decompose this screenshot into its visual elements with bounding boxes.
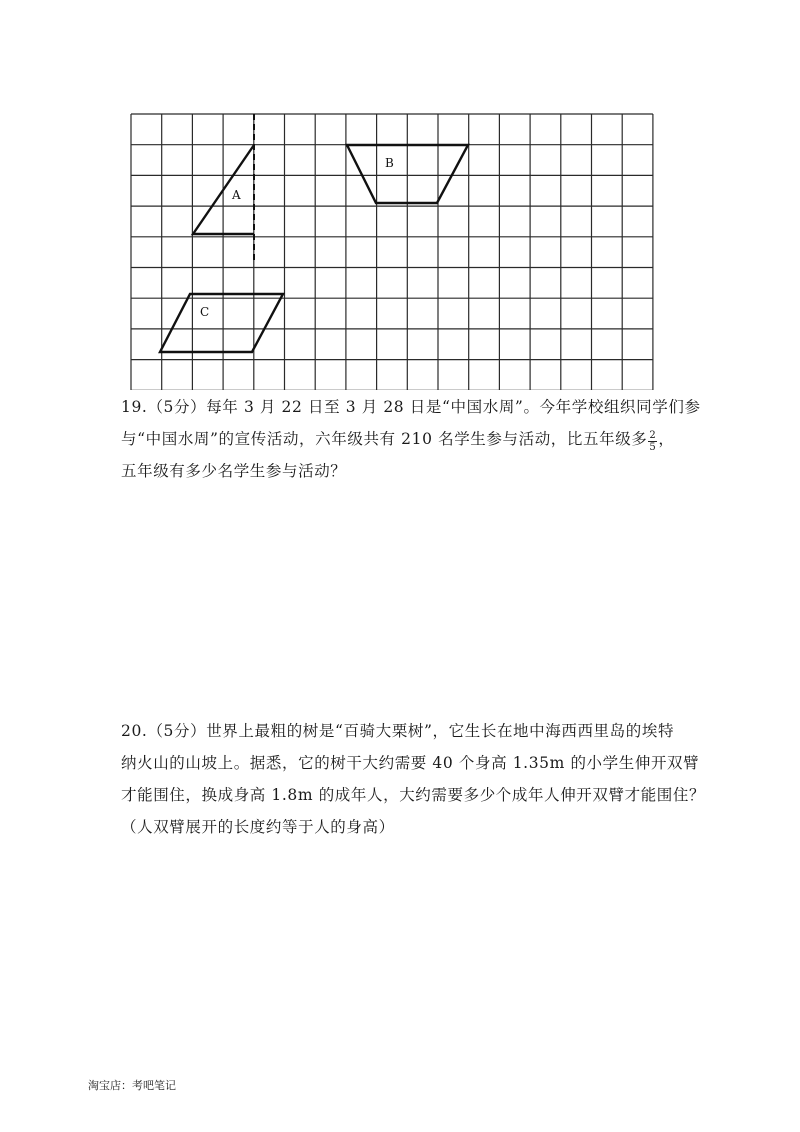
fraction-two-fifths [648, 430, 657, 453]
question-20-line-4: （人双臂展开的长度约等于人的身高） [121, 818, 395, 836]
question-20-line-2: 纳火山的山坡上。据悉，它的树干大约需要 40 个身高 1.35m 的小学生伸开双臂 [121, 754, 700, 772]
question-20 [121, 715, 721, 843]
shape-label-b: B [385, 156, 394, 170]
footer-shop-name: 淘宝店：考吧笔记 [88, 1079, 176, 1092]
fraction-numerator: 2 [649, 429, 657, 441]
question-20-line-1: 20.（5分）世界上最粗的树是“百骑大栗树”，它生长在地中海西西里岛的埃特 [121, 722, 675, 740]
shape-label-c: C [200, 305, 210, 319]
shape-c [160, 294, 283, 352]
question-19-line-1: 19.（5分）每年 3 月 22 日至 3 月 28 日是“中国水周”。今年学校组织同学们参 [121, 398, 701, 416]
question-20-line-3: 才能围住，换成身高 1.8m 的成年人，大约需要多少个成年人伸开双臂才能围住？ [121, 786, 706, 804]
shape-label-a: A [232, 188, 241, 202]
question-19-line-2-text: 与“中国水周”的宣传活动，六年级共有 210 名学生参与活动，比五年级多 [121, 430, 648, 448]
question-19-line-3: 五年级有多少名学生参与活动？ [121, 462, 347, 480]
fraction-denominator: 5 [649, 441, 657, 453]
grid-figure [0, 0, 800, 390]
question-19-line-2-end: ， [658, 430, 675, 448]
question-19 [121, 391, 721, 487]
question-19-line-2 [121, 423, 721, 455]
